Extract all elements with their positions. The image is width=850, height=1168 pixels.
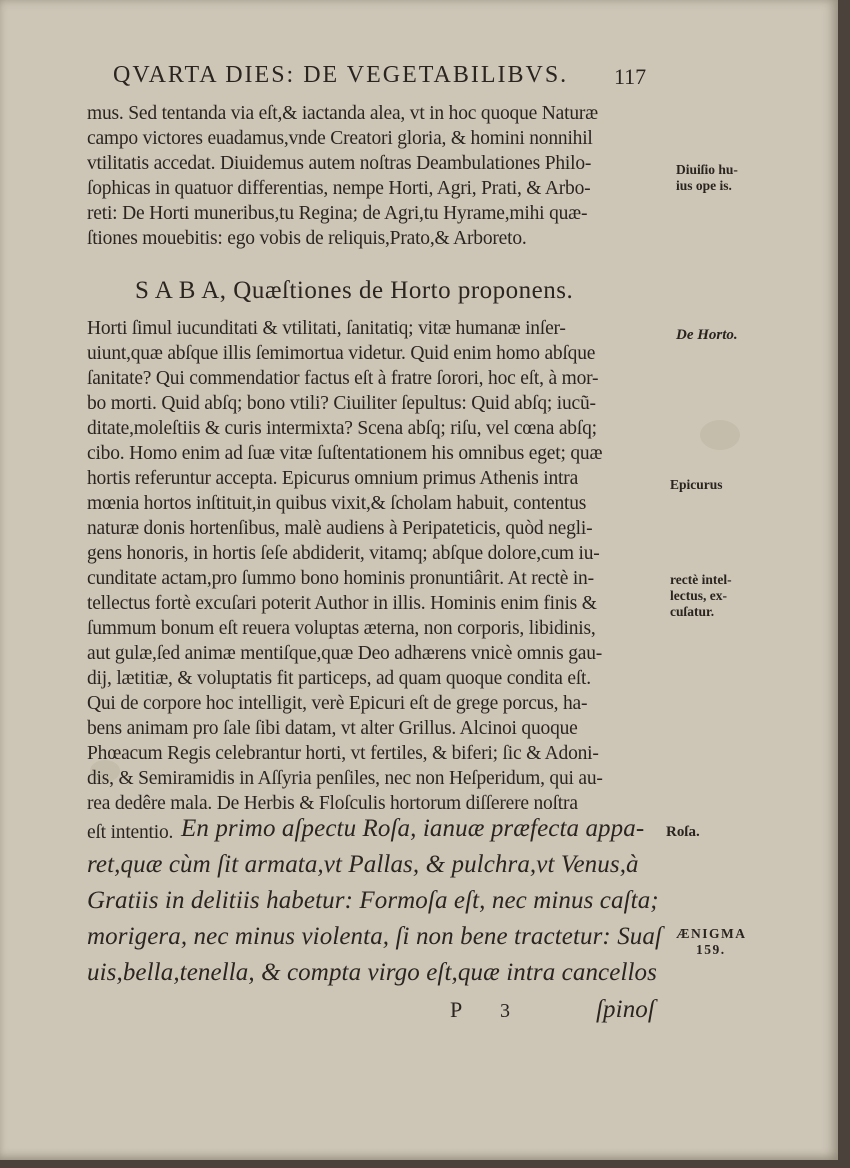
text-line: ditate,moleſtiis & curis intermixta? Scena abſq; riſu, vel cœna abſq; bbox=[87, 418, 597, 439]
text-line: bo morti. Quid abſq; bono vtili? Ciuiliter ſepultus: Quid abſq; iucũ- bbox=[87, 393, 596, 414]
italic-line: uis,bella,tenella, & compta virgo eſt,quæ intra cancellos bbox=[87, 959, 657, 986]
signature-mark: P bbox=[450, 997, 463, 1022]
text-line: ſanitate? Qui commendatior factus eſt à fratre ſorori, hoc eſt, à mor- bbox=[87, 368, 599, 389]
text-line: naturæ donis hortenſibus, malè audiens à Peripateticis, quòd negli- bbox=[87, 518, 593, 539]
text-line: mœnia hortos inſtituit,in quibus vixit,& ſcholam habuit, contentus bbox=[87, 493, 587, 514]
text-line: cibo. Homo enim ad ſuæ vitæ ſuſtentationem his omnibus eget; quæ bbox=[87, 443, 603, 464]
margin-note-de-horto: De Horto. bbox=[676, 327, 738, 343]
text-line: reti: De Horti muneribus,tu Regina; de Agri,tu Hyrame,mihi quæ- bbox=[87, 203, 588, 224]
text-line: dij, lætitiæ, & voluptatis fit particeps, ad quam quoque condita eſt. bbox=[87, 668, 591, 689]
text-line: uiunt,quæ abſque illis ſemimortua videtur. Quid enim homo abſque bbox=[87, 343, 596, 364]
italic-line: En primo aſpectu Roſa, ianuæ præfecta appa- bbox=[181, 815, 645, 842]
running-title: QVARTA DIES: DE VEGETABILIBVS. bbox=[113, 62, 569, 88]
italic-line: ret,quæ cùm ſit armata,vt Pallas, & pulchra,vt Venus,à bbox=[87, 851, 639, 878]
text-line: bens animam pro ſale ſibi datam, vt alter Grillus. Alcinoi quoque bbox=[87, 718, 578, 739]
italic-line: morigera, nec minus violenta, ſi non bene tractetur: Suaſ bbox=[87, 923, 663, 950]
text-line: Horti ſimul iucunditati & vtilitati, ſanitatiq; vitæ humanæ inſer- bbox=[87, 318, 566, 339]
text-line: Qui de corpore hoc intelligit, verè Epicuri eſt de grege porcus, ha- bbox=[87, 693, 588, 714]
page-number: 117 bbox=[614, 64, 647, 89]
section-heading: S A B A, Quæſtiones de Horto proponens. bbox=[135, 277, 574, 304]
book-edge bbox=[838, 0, 850, 1168]
text-line: cunditate actam,pro ſummo bono hominis pronuntiârit. At rectè in- bbox=[87, 568, 594, 589]
margin-note-rosa: Roſa. bbox=[666, 824, 700, 840]
italic-line: Gratiis in delitiis habetur: Formoſa eſt, nec minus caſta; bbox=[87, 887, 659, 914]
text-line: aut gulæ,ſed animæ mentiſque,quæ Deo adhærens vnicè omnis gau- bbox=[87, 643, 603, 664]
margin-note-diuisio: Diuiſio hu- ius ope is. bbox=[676, 162, 738, 193]
text-line: vtilitatis accedat. Diuidemus autem noſtras Deambulationes Philo- bbox=[87, 153, 592, 174]
margin-note-recte: rectè intel- lectus, ex- cuſatur. bbox=[670, 572, 732, 619]
text-line: hortis referuntur accepta. Epicurus omnium primus Athenis intra bbox=[87, 468, 579, 489]
text-line: mus. Sed tentanda via eſt,& iactanda alea, vt in hoc quoque Naturæ bbox=[87, 103, 598, 124]
text-line: Phœacum Regis celebrantur horti, vt fertiles, & biferi; ſic & Adoni- bbox=[87, 743, 599, 764]
text-line: rea dedêre mala. De Herbis & Floſculis hortorum diſſerere noſtra bbox=[87, 793, 578, 814]
text-line: ſummum bonum eſt reuera voluptas æterna, non corporis, libidinis, bbox=[87, 618, 596, 639]
text-line: ſophicas in quatuor differentias, nempe Horti, Agri, Prati, & Arbo- bbox=[87, 178, 591, 199]
book-bottom-edge bbox=[0, 1160, 850, 1168]
text-line: gens honoris, in hortis ſeſe abdiderit, vitamq; abſque dolore,cum iu- bbox=[87, 543, 600, 564]
margin-note-aenigma: ÆNIGMA 159. bbox=[676, 926, 747, 957]
margin-note-epicurus: Epicurus bbox=[670, 477, 723, 492]
text-line: campo victores euadamus,vnde Creatori gloria, & homini nonnihil bbox=[87, 128, 593, 149]
text-line: dis, & Semiramidis in Aſſyria penſiles, nec non Heſperidum, qui au- bbox=[87, 768, 603, 789]
text-line: ſtiones mouebitis: ego vobis de reliquis,Prato,& Arboreto. bbox=[87, 228, 527, 249]
text-line: eſt intentio. bbox=[87, 822, 174, 843]
catchword: ſpinoſ bbox=[596, 996, 655, 1023]
text-line: tellectus fortè excuſari poterit Author in illis. Hominis enim finis & bbox=[87, 593, 597, 614]
paper-stain bbox=[700, 420, 740, 450]
signature-number: 3 bbox=[500, 1000, 510, 1022]
